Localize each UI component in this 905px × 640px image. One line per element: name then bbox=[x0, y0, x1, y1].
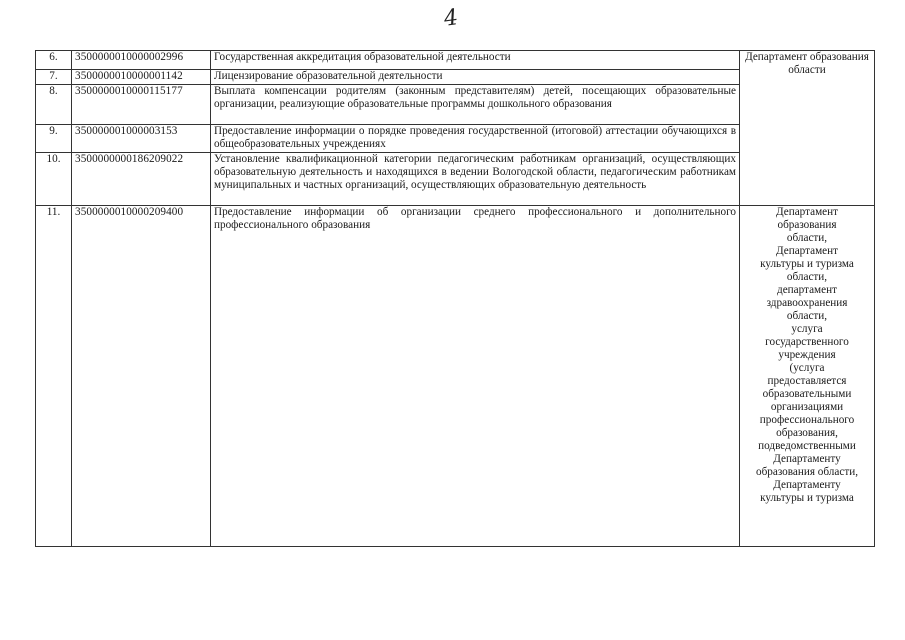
table-row bbox=[36, 206, 875, 547]
service-code: 3500000000186209022 bbox=[72, 153, 211, 206]
service-code: 3500000010000001142 bbox=[72, 70, 211, 85]
row-number: 10. bbox=[36, 153, 72, 206]
responsible-org-cell bbox=[740, 206, 875, 547]
service-name: Предоставление информации о порядке проведения государственной (итоговой) аттестации обучающихся в общеобразовательных учреждениях bbox=[211, 125, 740, 153]
service-code: 3500000010000209400 bbox=[72, 206, 211, 547]
row-number: 11. bbox=[36, 206, 72, 547]
row-number: 6. bbox=[36, 51, 72, 70]
page-number: 4 bbox=[442, 5, 460, 32]
table-row bbox=[36, 51, 875, 70]
services-table bbox=[35, 50, 875, 547]
service-code: 350000001000003153 bbox=[72, 125, 211, 153]
row-number: 7. bbox=[36, 70, 72, 85]
row-number: 8. bbox=[36, 85, 72, 125]
service-name: Государственная аккредитация образовательной деятельности bbox=[211, 51, 740, 70]
service-name: Установление квалификационной категории педагогическим работникам организаций, осуществляющих образовательную деятельность и находящихся в ведении Вологодской области, педагогическим работникам муниципальных и частных организаций, осуществляющих образовательную деятельность bbox=[211, 153, 740, 206]
responsible-org: Департамент образования области, Департамент культуры и туризма области, департамент здравоохранения области, услуга государственного учреждения (услуга предоставляется образовательными организациями профессионального образования, подведомственными Департаменту образования области, Департаменту культуры и туризма bbox=[755, 206, 858, 504]
service-name: Лицензирование образовательной деятельности bbox=[211, 70, 740, 85]
service-code: 3500000010000115177 bbox=[72, 85, 211, 125]
service-code: 3500000010000002996 bbox=[72, 51, 211, 70]
responsible-org: Департамент образования области bbox=[745, 51, 869, 76]
service-name: Предоставление информации об организации среднего профессионального и дополнительного профессионального образования bbox=[211, 206, 740, 547]
service-name: Выплата компенсации родителям (законным представителям) детей, посещающих образовательные организации, реализующие образовательные программы дошкольного образования bbox=[211, 85, 740, 125]
row-number: 9. bbox=[36, 125, 72, 153]
responsible-org-cell bbox=[740, 51, 875, 206]
